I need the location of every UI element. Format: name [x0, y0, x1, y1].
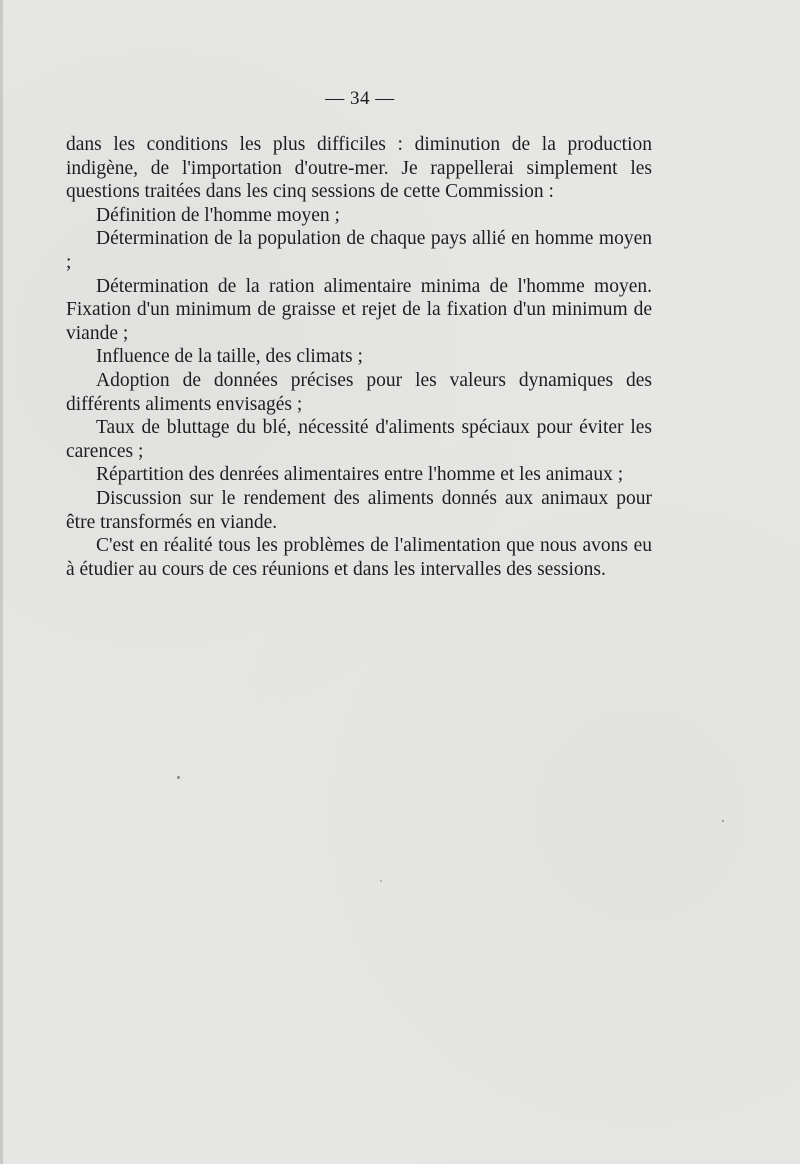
- paragraph-population: Détermination de la population de chaque pays allié en homme moyen ;: [66, 228, 652, 273]
- paragraph-continued: dans les conditions les plus difficiles : diminution de la production indigène, de l'importation d'outre-mer. Je rappellerai simplement les questions traitées dans les cinq sessions de cette Commission :: [66, 134, 652, 203]
- paragraph-discussion: Discussion sur le rendement des aliments donnés aux animaux pour être transformés en viande.: [66, 487, 652, 533]
- paragraph-influence: Influence de la taille, des climats ;: [96, 346, 363, 368]
- paragraph-repartition: Répartition des denrées alimentaires entre l'homme et les animaux ;: [96, 464, 624, 486]
- paragraph-definition: Définition de l'homme moyen ;: [96, 204, 340, 226]
- page-number: — 34 —: [325, 88, 395, 109]
- body-text: [66, 133, 652, 581]
- paragraph-ration: Détermination de la ration alimentaire minima de l'homme moyen. Fixation d'un minimum de graisse et rejet de la fixation d'un minimum de viande ;: [66, 275, 652, 344]
- page-edge-shadow: [0, 0, 3, 1164]
- paragraph-bluttage: Taux de bluttage du blé, nécessité d'aliments spéciaux pour éviter les carences ;: [66, 417, 652, 462]
- paper-speck: [722, 820, 724, 822]
- paragraph-adoption: Adoption de données précises pour les valeurs dynamiques des différents aliments envisagés ;: [66, 369, 652, 415]
- paper-speck: [380, 880, 382, 882]
- paragraph-conclusion: C'est en réalité tous les problèmes de l'alimentation que nous avons eu à étudier au cours de ces réunions et dans les intervalles des sessions.: [66, 535, 652, 580]
- paper-speck: [177, 776, 180, 779]
